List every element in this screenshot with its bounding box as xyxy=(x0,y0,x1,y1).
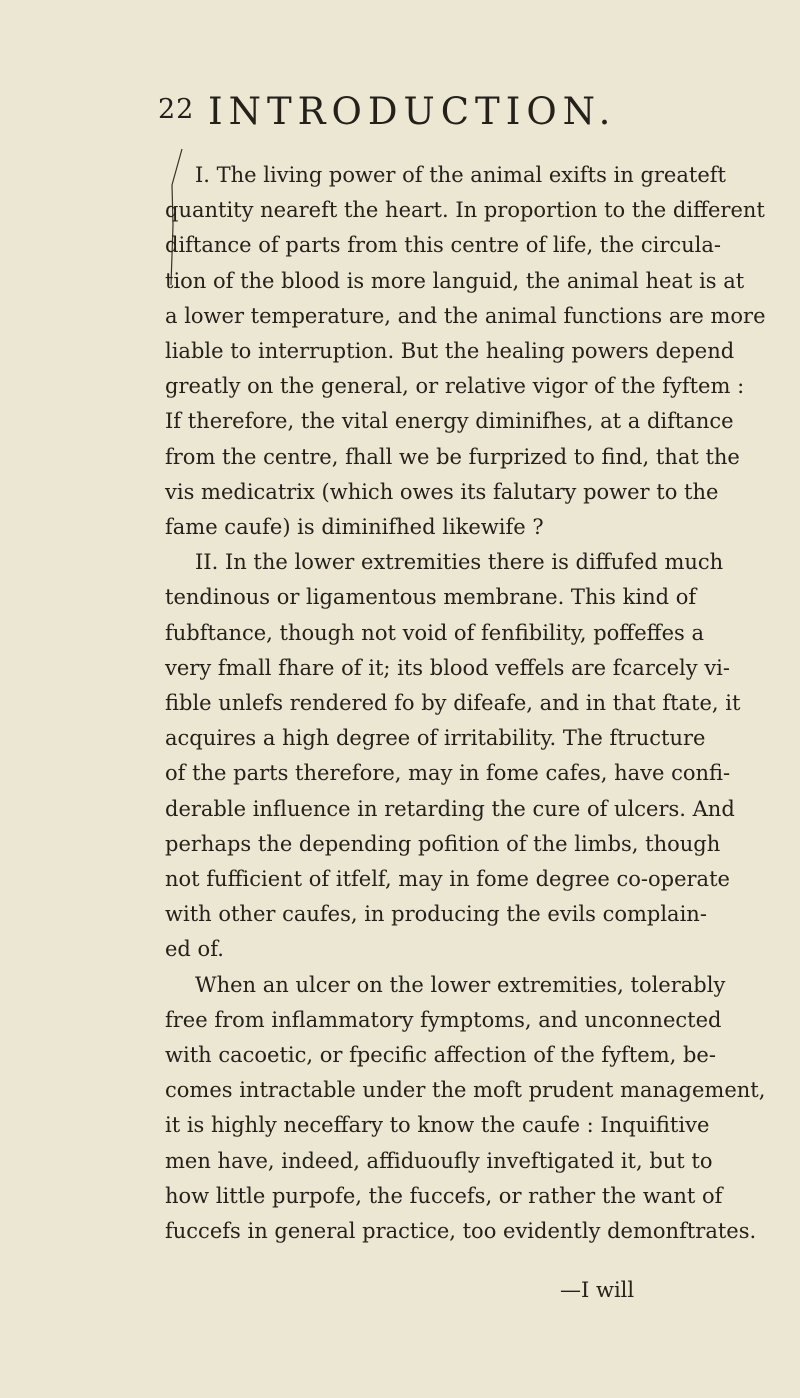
running-title: INTRODUCTION. xyxy=(208,90,617,133)
page-header xyxy=(0,90,800,140)
text-line: perhaps the depending pofition of the limbs, though xyxy=(165,831,721,856)
text-line: II. In the lower extremities there is diffufed much xyxy=(195,550,724,575)
text-line: When an ulcer on the lower extremities, tolerably xyxy=(195,972,726,997)
catchword: —I will xyxy=(560,1278,635,1302)
text-line: free from inflammatory fymptoms, and unconnected xyxy=(165,1007,722,1032)
page-number: 22 xyxy=(158,94,195,125)
text-line: it is highly neceffary to know the caufe : Inquifitive xyxy=(165,1113,710,1138)
text-line: vis medicatrix (which owes its falutary power to the xyxy=(165,479,719,504)
text-line: derable influence in retarding the cure of ulcers. And xyxy=(165,796,735,821)
text-line: greatly on the general, or relative vigor of the fyftem : xyxy=(165,374,745,399)
text-line: tendinous or ligamentous membrane. This kind of xyxy=(165,585,697,610)
text-line: diftance of parts from this centre of life, the circula- xyxy=(165,233,722,258)
paragraph-3 xyxy=(165,968,766,1250)
text-line: a lower temperature, and the animal functions are more xyxy=(165,303,766,328)
text-line: quantity neareft the heart. In proportion to the different xyxy=(165,198,765,223)
body-text xyxy=(165,158,766,1249)
text-line: from the centre, fhall we be furprized to find, that the xyxy=(165,444,740,469)
text-line: fible unlefs rendered fo by difeafe, and in that ftate, it xyxy=(165,691,741,716)
text-line: fame caufe) is diminifhed likewife ? xyxy=(165,515,544,540)
text-line: with cacoetic, or fpecific affection of the fyftem, be- xyxy=(165,1043,716,1068)
text-line: fuccefs in general practice, too evidently demonftrates. xyxy=(165,1219,757,1244)
text-line: liable to interruption. But the healing powers depend xyxy=(165,339,735,364)
text-line: not fufficient of itfelf, may in fome degree co-operate xyxy=(165,867,730,892)
text-line: of the parts therefore, may in fome cafes, have confi- xyxy=(165,761,731,786)
text-line: ed of. xyxy=(165,937,224,962)
text-line: tion of the blood is more languid, the animal heat is at xyxy=(165,268,745,293)
paragraph-2 xyxy=(165,545,741,967)
text-line: comes intractable under the moft prudent management, xyxy=(165,1078,766,1103)
text-line: with other caufes, in producing the evils complain- xyxy=(165,902,707,927)
text-line: fubftance, though not void of fenfibility, poffeffes a xyxy=(165,620,704,645)
text-line: If therefore, the vital energy diminifhes, at a diftance xyxy=(165,409,734,434)
text-line: how little purpofe, the fuccefs, or rather the want of xyxy=(165,1183,723,1208)
text-line: very fmall fhare of it; its blood veffels are fcarcely vi- xyxy=(165,655,730,680)
text-line: men have, indeed, affiduoufly inveftigated it, but to xyxy=(165,1148,713,1173)
paragraph-1 xyxy=(165,158,766,545)
text-line: I. The living power of the animal exifts in greateft xyxy=(195,163,726,187)
text-line: acquires a high degree of irritability. The ftructure xyxy=(165,726,706,751)
